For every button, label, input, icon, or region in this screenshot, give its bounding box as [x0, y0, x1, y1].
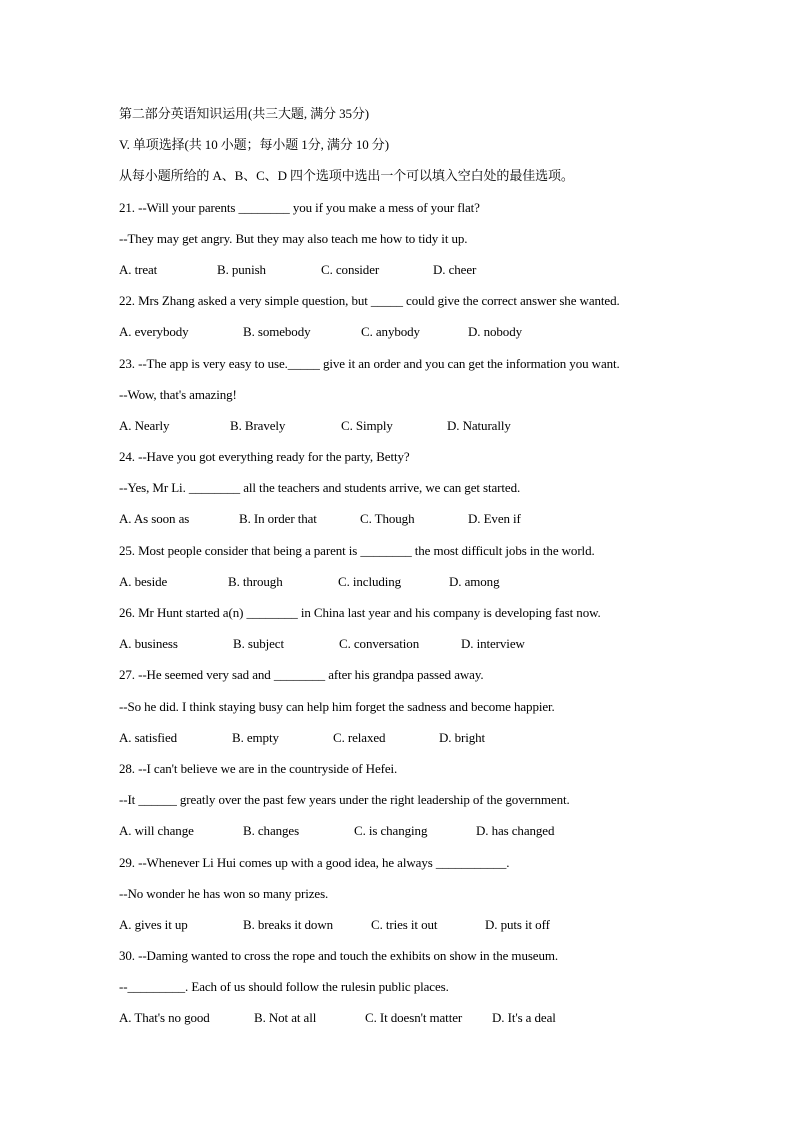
- question-23: [119, 348, 699, 442]
- options-row: [119, 815, 699, 846]
- question-27: [119, 659, 699, 753]
- option-b: B. Bravely: [230, 417, 286, 433]
- option-c: C. Though: [360, 511, 415, 527]
- option-c: C. relaxed: [333, 729, 386, 745]
- question-stem: 30. --Daming wanted to cross the rope and touch the exhibits on show in the museum.: [119, 948, 559, 964]
- options-row: [119, 410, 699, 441]
- option-b: B. punish: [217, 261, 266, 277]
- option-a: A. will change: [119, 823, 194, 839]
- option-d: D. interview: [461, 636, 525, 652]
- option-b: B. In order that: [239, 511, 317, 527]
- option-d: D. cheer: [433, 261, 477, 277]
- question-stem: 24. --Have you got everything ready for the party, Betty?: [119, 449, 410, 465]
- question-stem: 21. --Will your parents ________ you if you make a mess of your flat?: [119, 199, 480, 215]
- option-d: D. bright: [439, 729, 486, 745]
- option-b: B. Not at all: [254, 1010, 317, 1026]
- option-d: D. nobody: [468, 324, 522, 340]
- options-row: [119, 722, 699, 753]
- option-c: C. anybody: [361, 324, 420, 340]
- question-stem: 25. Most people consider that being a parent is ________ the most difficult jobs in the world.: [119, 542, 595, 558]
- option-a: A. business: [119, 636, 178, 652]
- option-d: D. among: [449, 573, 500, 589]
- option-d: D. puts it off: [485, 916, 550, 932]
- options-row: [119, 503, 699, 534]
- question-dialogue-line: --They may get angry. But they may also teach me how to tidy it up.: [119, 230, 468, 246]
- question-dialogue-line: --Wow, that's amazing!: [119, 386, 237, 402]
- option-c: C. tries it out: [371, 916, 438, 932]
- options-row: [119, 628, 699, 659]
- option-c: C. consider: [321, 261, 380, 277]
- part-title: V. 单项选择(共 10 小题；每小题 1分, 满分 10 分): [119, 137, 389, 153]
- option-d: D. Even if: [468, 511, 521, 527]
- question-26: [119, 597, 699, 659]
- option-a: A. As soon as: [119, 511, 190, 527]
- question-dialogue-line: --No wonder he has won so many prizes.: [119, 885, 329, 901]
- exam-page: [119, 98, 699, 1034]
- option-c: C. is changing: [354, 823, 428, 839]
- option-d: D. has changed: [476, 823, 555, 839]
- question-28: [119, 753, 699, 847]
- question-stem: 22. Mrs Zhang asked a very simple question, but _____ could give the correct answer she wanted.: [119, 293, 620, 309]
- question-25: [119, 535, 699, 597]
- option-a: A. beside: [119, 573, 168, 589]
- options-row: [119, 1002, 699, 1033]
- option-a: A. everybody: [119, 324, 189, 340]
- option-a: A. gives it up: [119, 916, 188, 932]
- question-22: [119, 285, 699, 347]
- question-29: [119, 847, 699, 941]
- option-c: C. including: [338, 573, 402, 589]
- question-21: [119, 192, 699, 286]
- question-dialogue-line: --So he did. I think staying busy can help him forget the sadness and become happier.: [119, 698, 555, 714]
- question-stem: 27. --He seemed very sad and ________ after his grandpa passed away.: [119, 667, 484, 683]
- question-dialogue-line: --Yes, Mr Li. ________ all the teachers and students arrive, we can get started.: [119, 480, 521, 496]
- option-a: A. Nearly: [119, 417, 170, 433]
- option-b: B. changes: [243, 823, 300, 839]
- section-title: 第二部分英语知识运用(共三大题, 满分 35分): [119, 106, 370, 121]
- option-b: B. subject: [233, 636, 284, 652]
- options-row: [119, 254, 699, 285]
- option-b: B. through: [228, 573, 283, 589]
- question-30: [119, 940, 699, 1034]
- question-stem: 28. --I can't believe we are in the countryside of Hefei.: [119, 760, 398, 776]
- question-dialogue-line: --It ______ greatly over the past few years under the right leadership of the government.: [119, 792, 570, 808]
- option-b: B. somebody: [243, 324, 311, 340]
- option-c: C. Simply: [341, 417, 393, 433]
- option-c: C. conversation: [339, 636, 420, 652]
- option-a: A. That's no good: [119, 1010, 210, 1026]
- option-b: B. empty: [232, 729, 279, 745]
- options-row: [119, 316, 699, 347]
- options-row: [119, 566, 699, 597]
- option-c: C. It doesn't matter: [365, 1010, 463, 1026]
- option-b: B. breaks it down: [243, 916, 334, 932]
- question-24: [119, 441, 699, 535]
- options-row: [119, 909, 699, 940]
- question-stem: 26. Mr Hunt started a(n) ________ in China last year and his company is developing fast now.: [119, 605, 601, 620]
- question-stem: 23. --The app is very easy to use._____ give it an order and you can get the information you want.: [119, 355, 620, 371]
- option-a: A. treat: [119, 261, 158, 277]
- option-a: A. satisfied: [119, 729, 178, 745]
- question-stem: 29. --Whenever Li Hui comes up with a good idea, he always ___________.: [119, 854, 510, 870]
- instruction: 从每小题所给的 A、B、C、D 四个选项中选出一个可以填入空白处的最佳选项。: [119, 168, 574, 184]
- option-d: D. Naturally: [447, 417, 511, 433]
- option-d: D. It's a deal: [492, 1010, 556, 1026]
- question-dialogue-line: --_________. Each of us should follow the rulesin public places.: [119, 979, 449, 995]
